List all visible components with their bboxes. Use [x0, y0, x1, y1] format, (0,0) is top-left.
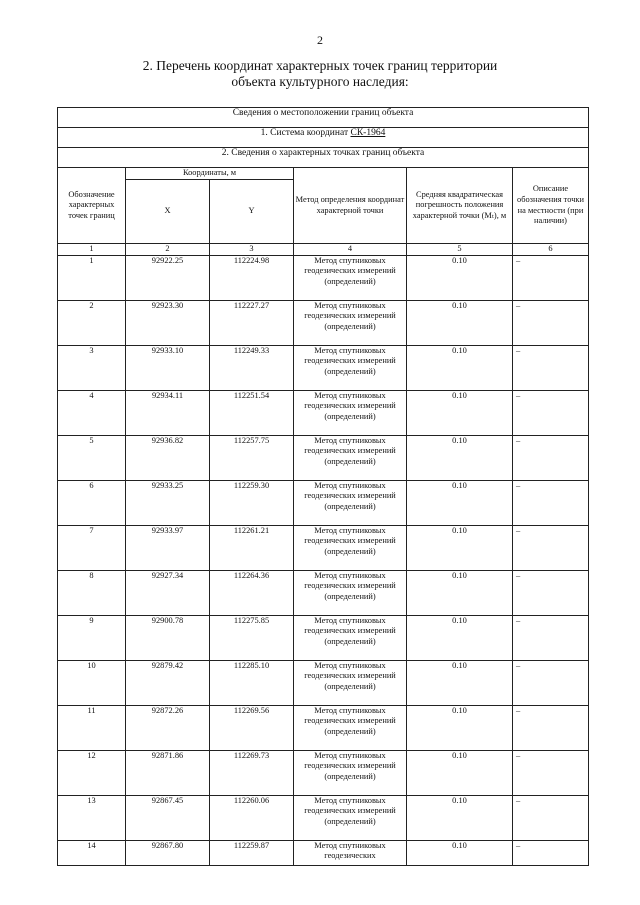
- error-cell: 0.10: [407, 615, 513, 660]
- col-y-header: Y: [210, 180, 294, 244]
- y-coordinate-cell: 112259.87: [210, 840, 294, 865]
- error-cell: 0.10: [407, 435, 513, 480]
- col-designation-header: Обозначение характерных точек границ: [58, 168, 126, 244]
- table-row: [58, 255, 589, 300]
- coordinates-table: [57, 107, 589, 866]
- description-cell: –: [513, 570, 589, 615]
- method-cell: Метод спутниковых геодезических измерений (определений): [294, 390, 407, 435]
- y-coordinate-cell: 112227.27: [210, 300, 294, 345]
- table-row: [58, 795, 589, 840]
- col-description-header: Описание обозначения точки на местности (при наличии): [513, 168, 589, 244]
- y-coordinate-cell: 112259.30: [210, 480, 294, 525]
- table-row: [58, 660, 589, 705]
- description-cell: –: [513, 750, 589, 795]
- col-error-header: Средняя квадратическая погрешность положения характерной точки (Mₜ), м: [407, 168, 513, 244]
- error-cell: 0.10: [407, 570, 513, 615]
- method-cell: Метод спутниковых геодезических измерений (определений): [294, 660, 407, 705]
- col-number: 2: [126, 244, 210, 256]
- error-cell: 0.10: [407, 345, 513, 390]
- x-coordinate-cell: 92922.25: [126, 255, 210, 300]
- table-row: [58, 570, 589, 615]
- description-cell: –: [513, 615, 589, 660]
- method-cell: Метод спутниковых геодезических измерений (определений): [294, 300, 407, 345]
- point-number-cell: 6: [58, 480, 126, 525]
- table-row: [58, 615, 589, 660]
- x-coordinate-cell: 92871.86: [126, 750, 210, 795]
- point-number-cell: 5: [58, 435, 126, 480]
- description-cell: –: [513, 660, 589, 705]
- x-coordinate-cell: 92934.11: [126, 390, 210, 435]
- error-cell: 0.10: [407, 525, 513, 570]
- error-cell: 0.10: [407, 660, 513, 705]
- description-cell: –: [513, 435, 589, 480]
- description-cell: –: [513, 480, 589, 525]
- method-cell: Метод спутниковых геодезических измерений (определений): [294, 525, 407, 570]
- method-cell: Метод спутниковых геодезических измерений (определений): [294, 615, 407, 660]
- point-number-cell: 3: [58, 345, 126, 390]
- y-coordinate-cell: 112251.54: [210, 390, 294, 435]
- table-row: [58, 435, 589, 480]
- x-coordinate-cell: 92927.34: [126, 570, 210, 615]
- page-title: [0, 58, 640, 90]
- coordinate-system-value: СК-1964: [350, 128, 386, 138]
- title-line-1: 2. Перечень координат характерных точек границ территории: [142, 58, 498, 73]
- col-method-header: Метод определения координат характерной точки: [294, 168, 407, 244]
- coordinate-system-label: 1. Система координат: [260, 128, 351, 138]
- error-cell: 0.10: [407, 705, 513, 750]
- col-number: 1: [58, 244, 126, 256]
- x-coordinate-cell: 92879.42: [126, 660, 210, 705]
- error-cell: 0.10: [407, 300, 513, 345]
- point-number-cell: 8: [58, 570, 126, 615]
- x-coordinate-cell: 92867.45: [126, 795, 210, 840]
- y-coordinate-cell: 112275.85: [210, 615, 294, 660]
- x-coordinate-cell: 92933.97: [126, 525, 210, 570]
- y-coordinate-cell: 112257.75: [210, 435, 294, 480]
- method-cell: Метод спутниковых геодезических измерений (определений): [294, 345, 407, 390]
- col-number: 3: [210, 244, 294, 256]
- table-row: [58, 705, 589, 750]
- point-number-cell: 4: [58, 390, 126, 435]
- method-cell: Метод спутниковых геодезических измерений (определений): [294, 795, 407, 840]
- description-cell: –: [513, 795, 589, 840]
- table-row: [58, 345, 589, 390]
- page-number: 2: [317, 33, 323, 47]
- description-cell: –: [513, 390, 589, 435]
- y-coordinate-cell: 112269.56: [210, 705, 294, 750]
- table-row: [58, 300, 589, 345]
- coordinate-system-row: [58, 128, 589, 148]
- col-number: 5: [407, 244, 513, 256]
- table-row: [58, 750, 589, 795]
- table-row: [58, 840, 589, 865]
- y-coordinate-cell: 112224.98: [210, 255, 294, 300]
- x-coordinate-cell: 92933.25: [126, 480, 210, 525]
- point-number-cell: 9: [58, 615, 126, 660]
- error-cell: 0.10: [407, 750, 513, 795]
- point-number-cell: 11: [58, 705, 126, 750]
- col-x-header: X: [126, 180, 210, 244]
- y-coordinate-cell: 112264.36: [210, 570, 294, 615]
- error-cell: 0.10: [407, 480, 513, 525]
- table-row: [58, 480, 589, 525]
- points-header: 2. Сведения о характерных точках границ объекта: [58, 148, 589, 168]
- col-coordinates-header: Координаты, м: [126, 168, 294, 180]
- point-number-cell: 7: [58, 525, 126, 570]
- col-number: 6: [513, 244, 589, 256]
- x-coordinate-cell: 92872.26: [126, 705, 210, 750]
- method-cell: Метод спутниковых геодезических измерений (определений): [294, 435, 407, 480]
- description-cell: –: [513, 255, 589, 300]
- method-cell: Метод спутниковых геодезических измерений (определений): [294, 570, 407, 615]
- method-cell: Метод спутниковых геодезических измерений (определений): [294, 255, 407, 300]
- point-number-cell: 10: [58, 660, 126, 705]
- error-cell: 0.10: [407, 255, 513, 300]
- y-coordinate-cell: 112285.10: [210, 660, 294, 705]
- y-coordinate-cell: 112261.21: [210, 525, 294, 570]
- point-number-cell: 13: [58, 795, 126, 840]
- error-cell: 0.10: [407, 840, 513, 865]
- point-number-cell: 12: [58, 750, 126, 795]
- description-cell: –: [513, 705, 589, 750]
- description-cell: –: [513, 525, 589, 570]
- point-number-cell: 1: [58, 255, 126, 300]
- point-number-cell: 2: [58, 300, 126, 345]
- point-number-cell: 14: [58, 840, 126, 865]
- col-number: 4: [294, 244, 407, 256]
- y-coordinate-cell: 112269.73: [210, 750, 294, 795]
- method-cell: Метод спутниковых геодезических измерений (определений): [294, 705, 407, 750]
- table-row: [58, 525, 589, 570]
- x-coordinate-cell: 92933.10: [126, 345, 210, 390]
- error-cell: 0.10: [407, 795, 513, 840]
- description-cell: –: [513, 840, 589, 865]
- y-coordinate-cell: 112260.06: [210, 795, 294, 840]
- x-coordinate-cell: 92923.30: [126, 300, 210, 345]
- y-coordinate-cell: 112249.33: [210, 345, 294, 390]
- description-cell: –: [513, 345, 589, 390]
- title-line-2: объекта культурного наследия:: [231, 74, 409, 89]
- x-coordinate-cell: 92900.78: [126, 615, 210, 660]
- x-coordinate-cell: 92936.82: [126, 435, 210, 480]
- method-cell: Метод спутниковых геодезических измерений (определений): [294, 750, 407, 795]
- method-cell: Метод спутниковых геодезических измерений (определений): [294, 480, 407, 525]
- description-cell: –: [513, 300, 589, 345]
- error-cell: 0.10: [407, 390, 513, 435]
- method-cell: Метод спутниковых геодезических: [294, 840, 407, 865]
- table-row: [58, 390, 589, 435]
- section-header: Сведения о местоположении границ объекта: [58, 108, 589, 128]
- x-coordinate-cell: 92867.80: [126, 840, 210, 865]
